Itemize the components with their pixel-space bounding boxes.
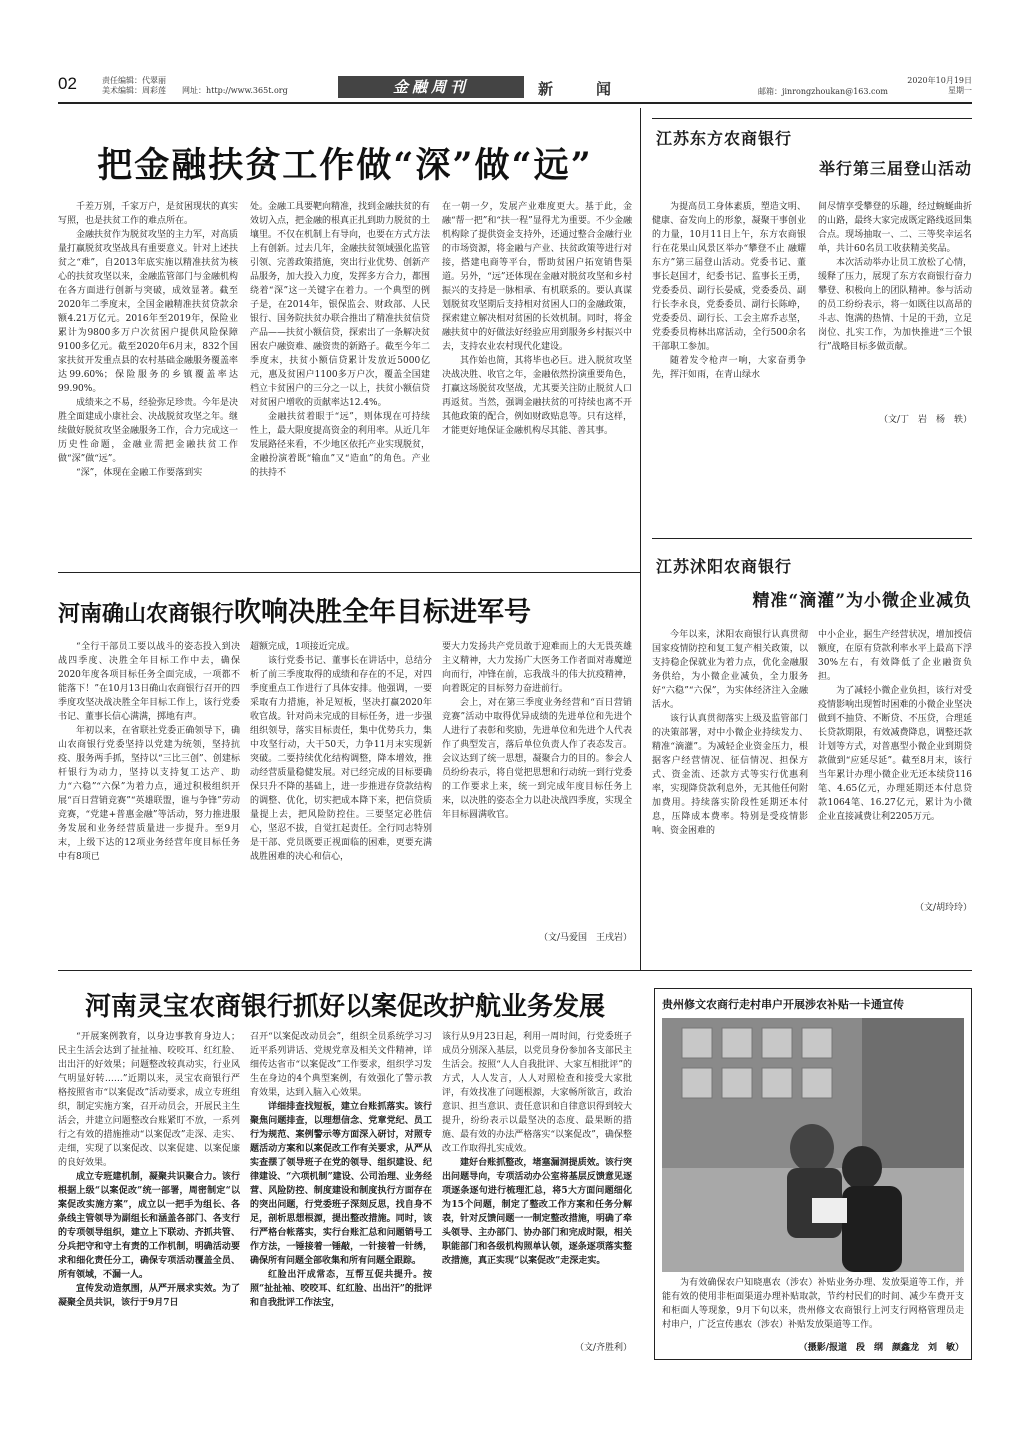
a1-headline: 把金融扶贫工作做“深”做“远” (97, 145, 593, 186)
page-header (58, 76, 972, 100)
a3-col1 (58, 640, 240, 864)
photo-scene (662, 1018, 964, 1272)
paragraph: 间尽情享受攀登的乐趣，经过蜿蜒曲折的山路，最终大家完成既定路线返回集合点。现场抽取一、二、三等奖幸运名单，共计60名员工收获精美奖品。 (818, 202, 972, 254)
a6-title: 贵州修文农商行走村串户开展涉农补贴一卡通宣传 (662, 998, 904, 1011)
a1-col3 (442, 200, 632, 438)
paragraph: 超额完成，1项接近完成。 (250, 642, 355, 652)
editor: 责任编辑：代翠丽 (102, 76, 166, 85)
paragraph: 为提高员工身体素质，塑造文明、健康、奋发向上的形象，凝聚干事创业的力量，10月11日上午，东方农商银行在花果山风景区举办“攀登不止 融耀东方”第三届登山活动。党委书记、董事长赵国才，纪委书记、监事长王勇，党委委员、副行长晏威，党委委员、副行长李永良，党委委员、副行长陈峥，党委委员、副行长、工会主席乔志坚，党委委员梅林出席活动，全行500余名干部职工参加。 (652, 202, 806, 352)
a2-col1 (652, 200, 806, 382)
a4-credit: （文/胡玲玲） (914, 903, 972, 913)
paragraph: 随着发令枪声一响，大家奋勇争先，挥汗如雨，在青山绿水 (652, 356, 806, 380)
masthead: 金融周刊 (338, 76, 524, 98)
a4-col1 (652, 628, 808, 838)
paragraph: 该行党委书记、董事长在讲话中，总结分析了前三季度取得的成绩和存在的不足，对四季度重点工作进行了具体安排。他强调，一要采取有力措施，补足短板，坚决打赢2020年收官战。针对尚未完成的目标任务，进一步强组织领导，落实目标责任，集中优势兵力，集中攻坚行动，大干50天，力争11月末实现新突破。二要持续优化结构调整，降本增效，推动经营质量稳健发展。对已经完成的目标要确保只升不降的基础上，进一步推进存贷款结构的调整、优化，切实把成本降下来，把信贷质量提上去，把风险防控住。三要坚定必胜信心，坚忍不拔，自觉扛起责任。全行同志特别是干部、党员既要正视面临的困难，更要充满战胜困难的决心和信心， (250, 656, 432, 862)
a2-title-1: 江苏东方农商银行 (656, 129, 793, 148)
section-name: 新 闻 (538, 80, 626, 98)
paragraph: 在一朝一夕，发展产业难度更大。基于此，金融“帮一把”和“扶一程”显得尤为重要。不少金融机构除了提供资金支持外，还通过整合金融行业的市场资源，将金融与产业、扶贫政策等进行对接，搭建电商等平台，帮助贫困户拓宽销售渠道。另外，“远”还体现在金融对脱贫攻坚和乡村振兴的支持是一脉相承、有机联系的。要认真谋划脱贫攻坚期后支持相对贫困人口的金融政策，探索建立解决相对贫困的长效机制。同时，将金融扶贫中的好做法好经验应用到服务乡村振兴中去，支持农业农村现代化建设。 (442, 202, 632, 352)
a1-col2 (250, 200, 430, 480)
a5-col3: 该行从9月23日起，利用一周时间，行党委班子成员分别深入基层，以党员身份参加各支部民主生活会。按照“人人自我批评、大家互相批评”的方式，人人发言，人人对照检查和接受大家批评，有效找准了问题根源，大家畅所欲言，政治意识、担当意识、责任意识和自律意识得到较大提升，纷纷表示以最坚决的态度、最果断的措施、最有效的办法严格落实“以案促改”，确保整改工作取得扎实成效。 建好台账抓整改，堵塞漏洞提质效。该行突出问题导向，专项活动办公室将基层反馈意见逐项逐条逐句进行梳理汇总，将5大方面问题细化为15个问题，制定了整改工作方案和任务分解表，针对反馈问题一一制定整改措施，明确了牵头领导、主办部门、协办部门和完成时限，相关职能部门和各级机构照单认领，逐条逐项落实整改措施，真正实现“以案促改”走深走实。 (442, 1032, 632, 1266)
a4-col2 (818, 628, 972, 824)
paragraph: 该行认真贯彻落实上级及监管部门的决策部署，对中小微企业持续发力、精准“滴灌”。为减轻企业资金压力，根据客户经营情况、征信情况、担保方式、资金流、还款方式等实行优惠利率，实现降贷款利息外，无其他任何附加费用。持续落实阶段性延期还本付息，压降成本费率。特别是受疫情影响、资金困难的 (652, 714, 808, 836)
a2-top-rule (652, 118, 972, 119)
a3-col2 (250, 640, 432, 864)
paragraph: 本次活动举办让员工放松了心情，缓释了压力，展现了东方农商银行奋力攀登、积极向上的团队精神。参与活动的员工纷纷表示，将一如既往以高昂的斗志、饱满的热情、十足的干劲，立足岗位、扎实工作，为加快推进“三个银行”战略目标多做贡献。 (818, 258, 972, 352)
a2-col2 (818, 200, 972, 354)
a3-credit: （文/马爱国 王戌岩） (538, 933, 632, 943)
a5-credit: （文/齐胜利） (574, 1343, 632, 1353)
page-number: 02 (58, 74, 77, 93)
paragraph: 为了减轻小微企业负担，该行对受疫情影响出现暂时困难的小微企业坚决做到不抽贷、不断贷、不压贷，合理延长贷款期限，有效减费降息，调整还款计划等方式，对普惠型小微企业到期贷款做到“应延尽延”。截至8月末，该行当年累计办理小微企业无还本续贷116笔、4.65亿元，办理延期还本付息贷款1064笔、16.27亿元，累计为小微企业直接减费让利2205万元。 (818, 686, 972, 822)
header-rule (58, 102, 972, 104)
a3-headline: 河南确山农商银行吹响决胜全年目标进军号 (58, 597, 532, 628)
editor-credits (102, 76, 288, 96)
paragraph: 要大力发扬共产党员敢于迎难而上的大无畏英雄主义精神，大力发扬广大医务工作者面对毒魔逆向而行，冲锋在前，忘我战斗的伟大抗疫精神，向着既定的目标努力奋进前行。 (442, 642, 632, 694)
a2-bottom-rule (652, 538, 972, 539)
website: 网址：http://www.365t.org (182, 86, 288, 95)
paragraph: 金融扶贫着眼于“远”，则体现在可持续性上，最大限度提高资金的利用率。从近几年发展路径来看，不少地区依托产业实现脱贫，金融扮演着既“输血”又“造血”的角色。产业的扶持不 (250, 412, 431, 478)
a4-title-2: 精准“滴灌”为小微企业减负 (752, 591, 972, 611)
paragraph: 其作始也简，其将毕也必巨。进入脱贫攻坚决战决胜、收官之年，金融依然扮演重要角色，打赢这场脱贫攻坚战，尤其要关注防止脱贫人口再返贫。当然，强调金融扶贫的可持续也离不开其他政策的配合，例如财政贴息等。只有这样，才能更好地保证金融机构尽其能、善其事。 (442, 356, 632, 436)
a4-title-1: 江苏沭阳农商银行 (656, 557, 793, 576)
paragraph: 年初以来，在省联社党委正确领导下，确山农商银行党委坚持以党建为统领，坚持抗疫、服务两手抓，坚持以“三比三创”、创建标杆银行为动力，坚持以支持复工达产、助力“六稳”“六保”为着力点，通过积极组织开展“百日营销竞赛”“英雄联盟，谁与争锋”劳动竞赛，“党建+普惠金融”等活动，努力推进服务发展和业务经营质量进一步提升。至9月末，上级下达的12项业务经营年度目标任务中有8项已 (58, 726, 240, 862)
a1-col1: 千差万别，千家万户，是贫困现状的真实写照，也是扶贫工作的难点所在。 金融扶贫作为脱贫攻坚的主力军，对高质量打赢脱贫攻坚战具有重要意义。针对上述扶贫之“难”，自2013年底实施以精准扶贫为核心的扶贫攻坚以来，金融监管部门与金融机构在各方面进行创新与突破，成效显著。截至2020年二季度末，全国金融精准扶贫贷款余额4.21万亿元。2016年至2019年，保险业累计为9800多万户次贫困户提供风险保障9100多亿元。截至2020年6月末，832个国家扶贫开发重点县的农村基础金融服务覆盖率达99.60%；保险服务的乡镇覆盖率达99.90%。 成绩来之不易，经验弥足珍贵。今年是决胜全面建成小康社会、决战脱贫攻坚之年。继续做好脱贫攻坚金融服务工作，合力完成这一历史性命题，金融业需把金融扶贫工作做“深”做“远”。 “深”，体现在金融工作要落到实 (58, 202, 239, 478)
paragraph: 处。金融工具要靶向精准，找到金融扶贫的有效切入点，把金融的根真正扎到助力脱贫的土壤里。不仅在机制上有导向，也要在方式方法上有创新。过去几年，金融扶贫领域强化监管引领、完善政策措施，突出行业优势、创新产品服务，加大投入力度，发挥多方合力，都围绕着“深”这一关键字在着力。一个典型的例子是，在2014年，银保监会、财政部、人民银行、国务院扶贫办联合推出了精准扶贫信贷产品——扶贫小额信贷，探索出了一条解决贫困农户融资难、融资贵的新路子。截至今年二季度末，扶贫小额信贷累计发放近5000亿元，惠及贫困户1100多万户次，覆盖全国建档立卡贫困户的三分之一以上，扶贫小额信贷对贫困户增收的贡献率达12.4%。 (250, 202, 431, 408)
a2-credit: （文/丁 岩 杨 轶） (878, 415, 972, 425)
a6-photo (662, 1018, 964, 1272)
a5-col1: “开展案例教育，以身边事教育身边人；民主生活会达到了扯扯袖、咬咬耳、红红脸、出出汗的好效果；问题整改较真动实，行业风气明显好转……”近期以来，灵宝农商银行严格按照省市“以案促改”活动要求，成立专班组织，制定实施方案，召开动员会，开展民主生活会，并建立问题整改台账紧盯不放，一系列行之有效的措施推动“以案促改”走深、走实、走细，实现了以案促改、以案促建、以案促廉的良好效果。 成立专班建机制，凝聚共识聚合力。该行根据上级“以案促改”统一部署，周密制定“以案促改实施方案”，成立以一把手为组长、各条线主管领导为副组长和涵盖各部门、各支行的专项领导组织，建立上下联动、齐抓共管、分兵把守和守土有责的工作机制，明确活动要求和细化责任分工，确保专项活动覆盖全员、所有领域，不漏一人。 宣传发动造氛围，从严开展求实效。为了凝聚全员共识，该行于9月7日 (58, 1032, 240, 1308)
a5-headline: 河南灵宝农商银行抓好以案促改护航业务发展 (84, 992, 605, 1022)
a2-title-2: 举行第三届登山活动 (818, 159, 972, 178)
a1-rule (58, 572, 640, 573)
email: 邮箱：jinrongzhoukan@163.com (758, 87, 888, 96)
column-divider (640, 108, 641, 970)
paragraph: “全行干部员工要以战斗的姿态投入到决战四季度、决胜全年目标工作中去，确保2020年度各项目标任务全面完成，一项都不能落下！”在10月13日确山农商银行召开的四季度攻坚决战决胜全年目标工作上，该行党委书记、董事长信心满满，掷地有声。 (58, 642, 240, 722)
a6-credit: （摄影/报道 段 纲 颜鑫龙 刘 敏） (798, 1343, 964, 1353)
paragraph: 中小企业，据生产经营状况，增加授信额度，在原有贷款利率水平上最高下浮30%左右，有效降低了企业融资负担。 (818, 630, 972, 682)
a5-col2: 召开“以案促改动员会”，组织全员系统学习习近平系列讲话、党规党章及相关文件精神，详细传达省市“以案促改”工作要求，组织学习发生在身边的4个典型案例，有效强化了警示教育效果，达到入脑入心效果。 详细排查找短板，建立台账抓落实。该行聚焦问题排查，以理想信念、党章党纪、员工行为规范、案例警示等方面深入研讨，对照专题活动方案和以案促改工作有关要求，从严从实查摆了领导班子在党的领导、组织建设、纪律建设、“六项机制”建设、公司治理、业务经营、风险防控、制度建设和制度执行方面存在的突出问题，行党委班子深刻反思，找自身不足，剖析思想根源，提出整改措施。同时，该行严格台帐落实，实行台账汇总和问题销号工作方法，一锤接着一锤敲，一针接着一针绣，确保所有问题全部收集和所有问题全跟踪。 红脸出汗成常态，互帮互促共提升。按照“扯扯袖、咬咬耳、红红脸、出出汗”的批评和自我批评工作法宝， (250, 1032, 432, 1308)
a6-caption: 为有效确保农户知晓惠农（涉农）补贴业务办理、发放渠道等工作，并能有效的使用非柜面渠道办理补贴取款，节约村民们的时间、减少车费开支和柜面人等现象，9月下旬以来，贵州修文农商银行上河支行网格管理员走村串户，广泛宣传惠农（涉农）补贴发放渠道等工作。 (662, 1278, 964, 1330)
mid-rule (58, 970, 972, 971)
a3-col3 (442, 640, 632, 822)
paragraph: 今年以来，沭阳农商银行认真贯彻国家疫情防控和复工复产相关政策，以支持稳企保就业为着力点，优化金融服务供给，为小微企业减负，全力服务好“六稳”“六保”，为实体经济注入金融活水。 (652, 630, 808, 710)
paragraph: 会上，对在第三季度业务经营和“百日营销竞赛”活动中取得优异成绩的先进单位和先进个人进行了表彰和奖励，先进单位和先进个人代表作了典型发言，落后单位负责人作了表态发言。会议达到了统一思想，凝聚合力的目的。参会人员纷纷表示，将自觉把思想和行动统一到行党委的工作要求上来，统一到完成年度目标任务上来，以决胜的姿态全力以赴决战四季度，实现全年目标圆满收官。 (442, 698, 632, 820)
designer: 美术编辑：周彩莲 (102, 86, 166, 95)
issue-date: 2020年10月19日 星期一 (907, 76, 972, 95)
